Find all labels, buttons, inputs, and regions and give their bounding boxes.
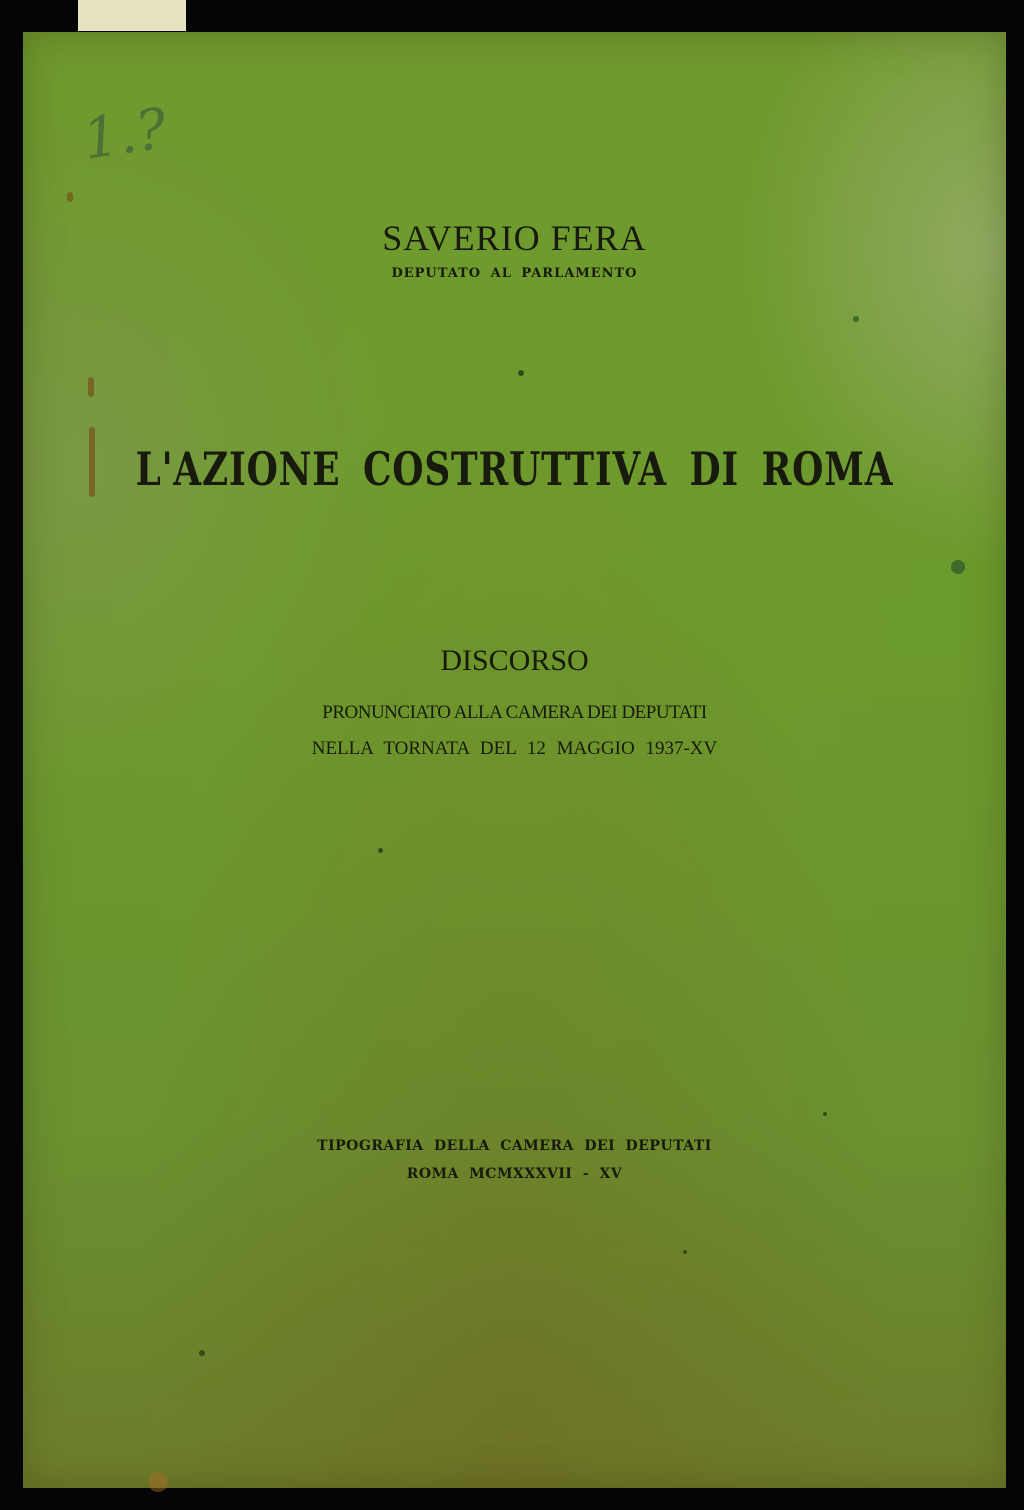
author-name: SAVERIO FERA (382, 218, 647, 258)
stain-spot (823, 1112, 827, 1116)
stain-spot (199, 1350, 205, 1356)
rust-mark (89, 427, 95, 497)
rust-mark (88, 377, 94, 397)
book-subtitle: DISCORSO (440, 644, 589, 677)
stain-spot (853, 316, 859, 322)
stain-spot (951, 560, 965, 574)
stain-spot (378, 848, 383, 853)
stain-spot (683, 1250, 687, 1254)
book-cover (23, 32, 1006, 1488)
author-role: DEPUTATO AL PARLAMENTO (391, 266, 638, 281)
stain-spot (518, 370, 524, 376)
description-line: NELLA TORNATA DEL 12 MAGGIO 1937-XV (311, 738, 718, 759)
book-title: L'AZIONE COSTRUTTIVA DI ROMA (135, 442, 894, 496)
rust-spot (148, 1472, 168, 1492)
publisher-line: ROMA MCMXXXVII - XV (406, 1166, 623, 1182)
description-line: PRONUNCIATO ALLA CAMERA DEI DEPUTATI (322, 702, 707, 723)
publisher-line: TIPOGRAFIA DELLA CAMERA DEI DEPUTATI (317, 1138, 712, 1154)
paper-tab-strip (78, 0, 186, 31)
handwritten-note: 1.? (78, 96, 171, 173)
rust-mark (67, 192, 73, 202)
